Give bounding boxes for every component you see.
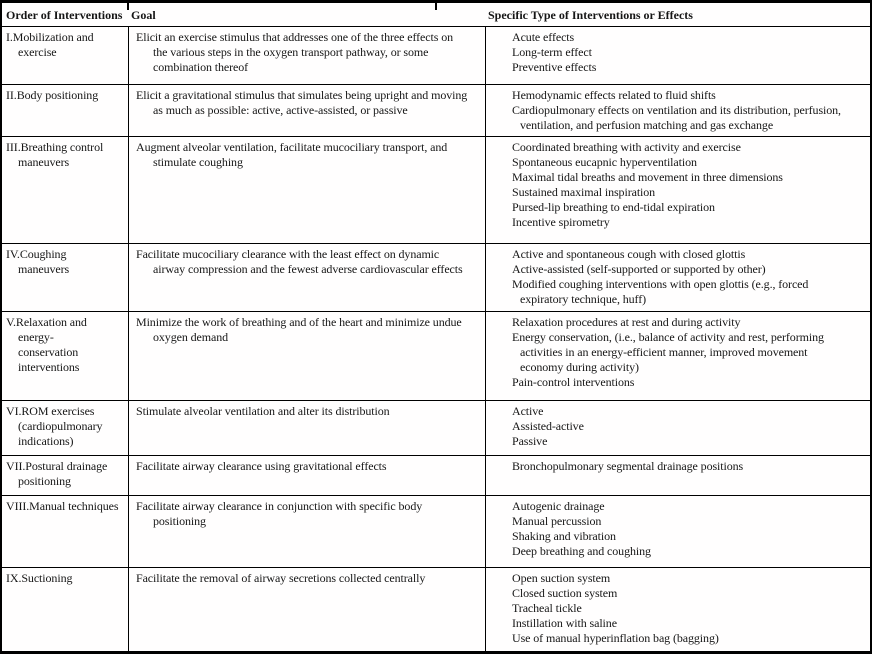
text-line: Elicit a gravitational stimulus that simulates being upright and moving bbox=[136, 88, 468, 102]
table-row bbox=[2, 495, 870, 567]
table-row bbox=[2, 455, 870, 495]
text-line: Maximal tidal breaths and movement in three dimensions bbox=[512, 170, 783, 184]
text-line: the various steps in the oxygen transport pathway, or some bbox=[153, 45, 429, 59]
text-line: Energy conservation, (i.e., balance of activity and rest, performing bbox=[512, 330, 824, 344]
text-line: combination thereof bbox=[153, 60, 249, 74]
text-line: stimulate coughing bbox=[153, 155, 243, 169]
text-line: Augment alveolar ventilation, facilitate mucociliary transport, and bbox=[136, 140, 448, 154]
goal-cell bbox=[128, 137, 485, 243]
table-row bbox=[2, 400, 870, 455]
text-line: Elicit an exercise stimulus that addresses one of the three effects on bbox=[136, 30, 454, 44]
text-line: Facilitate airway clearance in conjunction with specific body bbox=[136, 499, 423, 513]
text-line: Facilitate the removal of airway secretions collected centrally bbox=[136, 571, 426, 585]
table-row bbox=[2, 27, 870, 84]
top-border-tick-2 bbox=[435, 3, 437, 10]
text-line: VIII.Manual techniques bbox=[6, 499, 119, 513]
order-cell bbox=[2, 568, 128, 651]
text-line: airway compression and the fewest adverse cardiovascular effects bbox=[153, 262, 463, 276]
specific-cell bbox=[485, 456, 870, 495]
text-line: IV.Coughing bbox=[6, 247, 67, 261]
text-line: VI.ROM exercises bbox=[6, 404, 95, 418]
text-line: Pursed-lip breathing to end-tidal expiration bbox=[512, 200, 715, 214]
text-line: ventilation, and perfusion matching and gas exchange bbox=[520, 118, 774, 132]
goal-cell bbox=[128, 401, 485, 455]
text-line: activities in an energy-efficient manner, improved movement bbox=[520, 345, 808, 359]
order-cell bbox=[2, 496, 128, 567]
table-row bbox=[2, 311, 870, 400]
text-line: interventions bbox=[18, 360, 80, 374]
text-line: Minimize the work of breathing and of the heart and minimize undue bbox=[136, 315, 462, 329]
text-line: Acute effects bbox=[512, 30, 575, 44]
table-row bbox=[2, 243, 870, 311]
text-line: maneuvers bbox=[18, 155, 70, 169]
text-line: Manual percussion bbox=[512, 514, 602, 528]
order-cell bbox=[2, 137, 128, 243]
text-line: IX.Suctioning bbox=[6, 571, 73, 585]
text-line: Hemodynamic effects related to fluid shifts bbox=[512, 88, 716, 102]
table-row bbox=[2, 567, 870, 651]
text-line: Active-assisted (self-supported or supported by other) bbox=[512, 262, 766, 276]
text-line: maneuvers bbox=[18, 262, 70, 276]
text-line: Coordinated breathing with activity and exercise bbox=[512, 140, 741, 154]
text-line: economy during activity) bbox=[520, 360, 639, 374]
goal-cell bbox=[128, 496, 485, 567]
text-line: III.Breathing control bbox=[6, 140, 104, 154]
text-line: Passive bbox=[512, 434, 548, 448]
text-line: Pain-control interventions bbox=[512, 375, 635, 389]
text-line: Autogenic drainage bbox=[512, 499, 605, 513]
goal-cell bbox=[128, 568, 485, 651]
text-line: Active bbox=[512, 404, 544, 418]
text-line: I.Mobilization and bbox=[6, 30, 94, 44]
column-header-order-of-interventions: Order of Interventions bbox=[6, 8, 123, 22]
text-line: Open suction system bbox=[512, 571, 611, 585]
text-line: expiratory technique, huff) bbox=[520, 292, 647, 306]
text-line: (cardiopulmonary bbox=[18, 419, 103, 433]
table-row bbox=[2, 84, 870, 136]
text-line: Deep breathing and coughing bbox=[512, 544, 651, 558]
order-cell bbox=[2, 312, 128, 400]
text-line: Tracheal tickle bbox=[512, 601, 582, 615]
text-line: indications) bbox=[18, 434, 74, 448]
text-line: Active and spontaneous cough with closed glottis bbox=[512, 247, 746, 261]
order-cell bbox=[2, 27, 128, 84]
goal-cell bbox=[128, 27, 485, 84]
text-line: energy- bbox=[18, 330, 54, 344]
order-cell bbox=[2, 456, 128, 495]
text-line: Stimulate alveolar ventilation and alter its distribution bbox=[136, 404, 390, 418]
text-line: V.Relaxation and bbox=[6, 315, 87, 329]
text-line: II.Body positioning bbox=[6, 88, 99, 102]
text-line: Relaxation procedures at rest and during activity bbox=[512, 315, 741, 329]
text-line: Facilitate airway clearance using gravitational effects bbox=[136, 459, 387, 473]
text-line: Assisted-active bbox=[512, 419, 584, 433]
text-line: positioning bbox=[18, 474, 71, 488]
specific-cell bbox=[485, 568, 870, 651]
goal-cell bbox=[128, 85, 485, 136]
specific-cell bbox=[485, 27, 870, 84]
text-line: Modified coughing interventions with open glottis (e.g., forced bbox=[512, 277, 809, 291]
text-line: Sustained maximal inspiration bbox=[512, 185, 656, 199]
table-body bbox=[2, 27, 870, 651]
specific-cell bbox=[485, 312, 870, 400]
text-line: Instillation with saline bbox=[512, 616, 617, 630]
order-cell bbox=[2, 85, 128, 136]
goal-cell bbox=[128, 456, 485, 495]
specific-cell bbox=[485, 244, 870, 311]
text-line: Facilitate mucociliary clearance with the least effect on dynamic bbox=[136, 247, 440, 261]
text-line: VII.Postural drainage bbox=[6, 459, 108, 473]
text-line: oxygen demand bbox=[153, 330, 229, 344]
specific-cell bbox=[485, 137, 870, 243]
specific-cell bbox=[485, 85, 870, 136]
text-line: Bronchopulmonary segmental drainage positions bbox=[512, 459, 744, 473]
specific-cell bbox=[485, 401, 870, 455]
specific-cell bbox=[485, 496, 870, 567]
text-line: exercise bbox=[18, 45, 57, 59]
goal-cell bbox=[128, 244, 485, 311]
order-cell bbox=[2, 401, 128, 455]
text-line: Long-term effect bbox=[512, 45, 592, 59]
text-line: Cardiopulmonary effects on ventilation and its distribution, perfusion, bbox=[512, 103, 841, 117]
text-line: conservation bbox=[18, 345, 79, 359]
text-line: positioning bbox=[153, 514, 206, 528]
text-line: Incentive spirometry bbox=[512, 215, 610, 229]
text-line: as much as possible: active, active-assisted, or passive bbox=[153, 103, 408, 117]
text-line: Preventive effects bbox=[512, 60, 597, 74]
table-row bbox=[2, 136, 870, 243]
text-line: Use of manual hyperinflation bag (bagging) bbox=[512, 631, 719, 645]
column-header-goal: Goal bbox=[131, 8, 156, 22]
goal-cell bbox=[128, 312, 485, 400]
column-header-specific-type: Specific Type of Interventions or Effects bbox=[488, 8, 693, 22]
text-line: Closed suction system bbox=[512, 586, 618, 600]
order-cell bbox=[2, 244, 128, 311]
top-border-tick-1 bbox=[127, 3, 129, 10]
text-line: Shaking and vibration bbox=[512, 529, 616, 543]
text-line: Spontaneous eucapnic hyperventilation bbox=[512, 155, 697, 169]
